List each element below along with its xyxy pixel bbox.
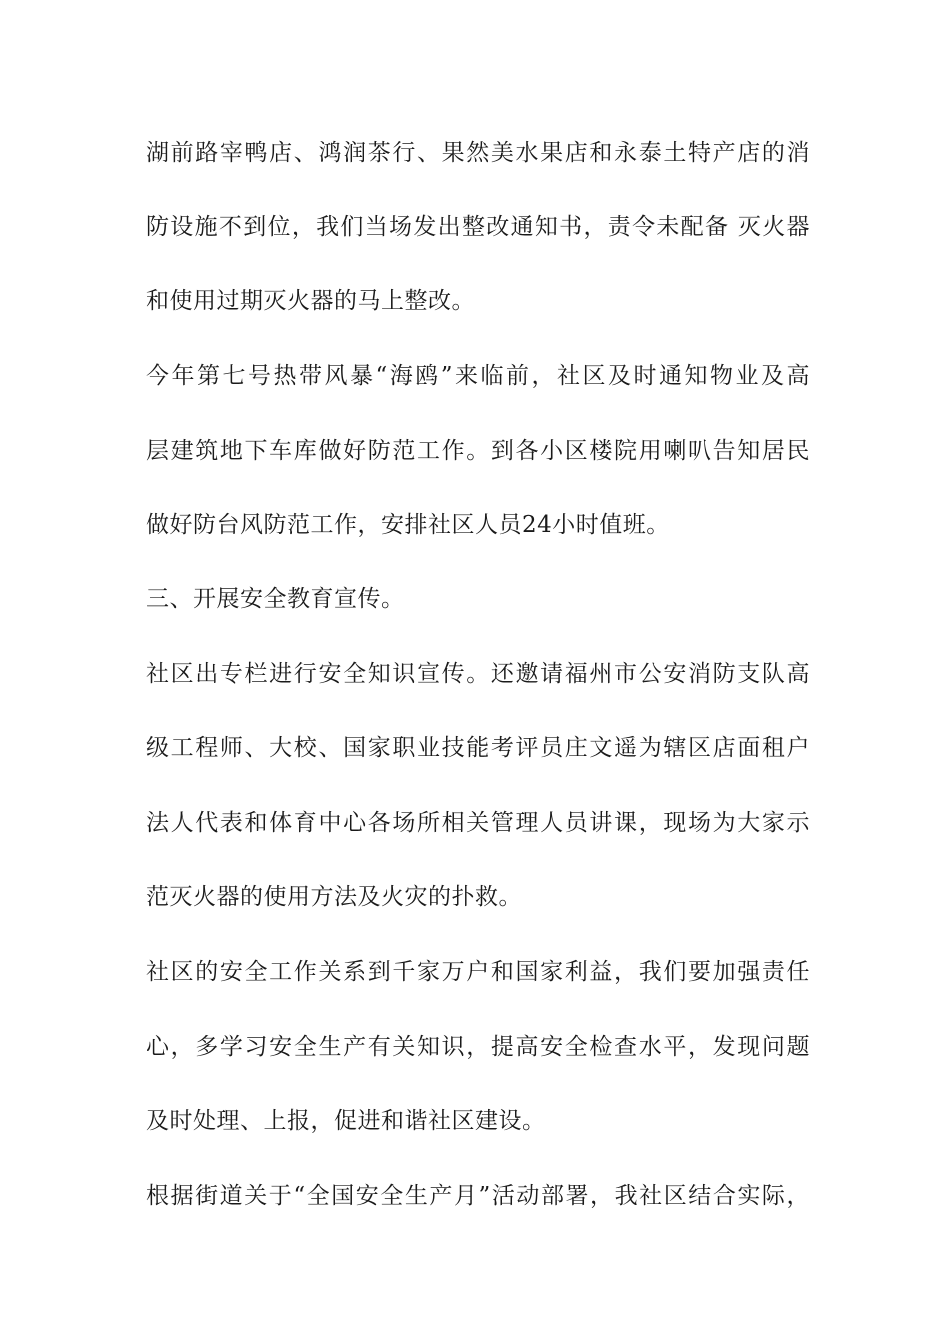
text-line: 级工程师、大校、国家职业技能考评员庄文遥为辖区店面租户 — [146, 735, 810, 761]
text-line: 根据街道关于“全国安全生产月”活动部署，我社区结合实际， — [146, 1183, 810, 1209]
text-line: 心，多学习安全生产有关知识，提高安全检查水平，发现问题 — [146, 1034, 810, 1060]
section-heading: 三、开展安全教育宣传。 — [146, 586, 405, 612]
text-line: 防设施不到位，我们当场发出整改通知书，责令未配备 灭火器 — [146, 214, 810, 240]
text-line: 社区出专栏进行安全知识宣传。还邀请福州市公安消防支队高 — [146, 661, 810, 687]
text-line: 和使用过期灭火器的马上整改。 — [146, 288, 475, 314]
text-line: 社区的安全工作关系到千家万户和国家利益，我们要加强责任 — [146, 959, 810, 985]
text-line: 做好防台风防范工作，安排社区人员24小时值班。 — [146, 512, 670, 538]
text-line: 湖前路宰鸭店、鸿润茶行、果然美水果店和永泰土特产店的消 — [146, 140, 810, 166]
text-line: 法人代表和体育中心各场所相关管理人员讲课，现场为大家示 — [146, 810, 810, 836]
text-line: 层建筑地下车库做好防范工作。到各小区楼院用喇叭告知居民 — [146, 438, 810, 464]
text-line: 范灭火器的使用方法及火灾的扑救。 — [146, 884, 522, 910]
text-line: 今年第七号热带风暴“海鸥”来临前，社区及时通知物业及高 — [146, 363, 810, 389]
text-line: 及时处理、上报，促进和谐社区建设。 — [146, 1108, 546, 1134]
